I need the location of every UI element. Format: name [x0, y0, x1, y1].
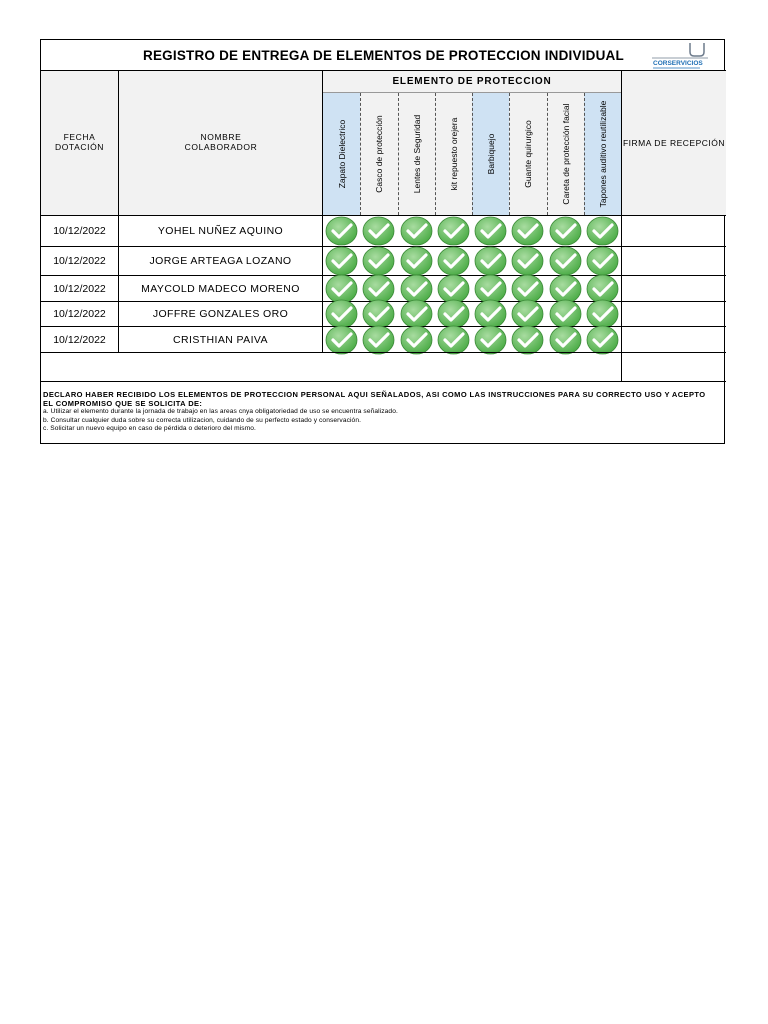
item-header [584, 93, 621, 215]
item-header [509, 93, 546, 215]
item-label: Tapones auditivo reutilizable [597, 100, 608, 208]
item-label: Guante quirurgico [523, 120, 534, 188]
delivery-register-sheet [40, 39, 725, 444]
declaration-line-2: EL COMPROMISO QUE SE SOLICITA DE: [43, 398, 203, 408]
check-icon [511, 246, 544, 276]
item-label: Careta de protección facial [560, 103, 571, 205]
check-icon [474, 246, 507, 276]
grid-line [118, 71, 119, 352]
nombre-header: NOMBRE COLABORADOR [184, 132, 258, 152]
grid-line [41, 215, 726, 216]
check-icon [437, 246, 470, 276]
item-header [435, 93, 472, 215]
grid-line [41, 352, 726, 353]
row-fecha: 10/12/2022 [53, 333, 106, 346]
table-row [41, 246, 726, 275]
item-header [323, 93, 360, 215]
check-icon [325, 325, 358, 355]
check-icon [474, 325, 507, 355]
grid-line [621, 71, 622, 381]
row-nombre: JOFFRE GONZALES ORO [152, 307, 289, 320]
check-icon [474, 216, 507, 246]
item-label: Lentes de Seguridad [411, 114, 422, 194]
check-icon [400, 216, 433, 246]
check-icon [325, 246, 358, 276]
row-fecha: 10/12/2022 [53, 307, 106, 320]
item-header [547, 93, 584, 215]
item-label: Casco de protección [374, 115, 385, 193]
table-row [41, 276, 726, 301]
company-logo [650, 42, 710, 70]
check-icon [586, 246, 619, 276]
check-icon [549, 325, 582, 355]
declaration-item-c: c. Solicitar un nuevo equipo en caso de pérdida o deterioro del mismo. [43, 425, 256, 433]
check-icon [362, 325, 395, 355]
item-label: Zapato Dielectrico [336, 119, 347, 189]
row-nombre: MAYCOLD MADECO MORENO [141, 282, 300, 295]
row-fecha: 10/12/2022 [53, 282, 106, 295]
grid-line [322, 71, 323, 352]
elemento-header: ELEMENTO DE PROTECCION [323, 71, 621, 93]
check-icon [586, 216, 619, 246]
declaration-line-1: DECLARO HABER RECIBIDO LOS ELEMENTOS DE PROTECCION PERSONAL AQUI SEÑALADOS, ASI COMO LAS INSTRUCCIONES PARA SU CORRECTO USO Y ACEPTO [43, 390, 706, 399]
item-label: kit repuesto orejera [448, 117, 459, 191]
table-row [41, 327, 726, 352]
fecha-header: FECHA DOTACIÓN [54, 132, 105, 152]
declaration-text [43, 391, 723, 434]
check-icon [511, 216, 544, 246]
firma-header: FIRMA DE RECEPCIÓN [622, 71, 726, 215]
check-icon [586, 325, 619, 355]
grid-line [41, 381, 726, 382]
row-nombre: YOHEL NUÑEZ AQUINO [157, 225, 284, 237]
check-icon [400, 325, 433, 355]
check-icon [362, 246, 395, 276]
check-icon [437, 325, 470, 355]
check-icon [549, 216, 582, 246]
table-row [41, 216, 726, 246]
item-header [360, 93, 397, 215]
check-icon [325, 216, 358, 246]
item-label: Barbiquejo [486, 133, 497, 175]
row-nombre: JORGE ARTEAGA LOZANO [149, 254, 292, 267]
check-icon [362, 216, 395, 246]
item-header [472, 93, 509, 215]
check-icon [549, 246, 582, 276]
logo-text: CORSERVICIOS [653, 60, 703, 67]
row-nombre: CRISTHIAN PAIVA [173, 333, 268, 346]
declaration-item-a: a. Utilizar el elemento durante la jornada de trabajo en las areas cnya obligatoriedad de uso se encuentra señalizado. [43, 408, 398, 416]
row-fecha: 10/12/2022 [53, 225, 106, 237]
declaration-item-b: b. Consultar cualquier duda sobre su correcta utilizacion, cuidando de su perfecto estado y conservación. [43, 416, 362, 424]
item-header [398, 93, 435, 215]
check-icon [511, 325, 544, 355]
document-title: REGISTRO DE ENTREGA DE ELEMENTOS DE PROTECCION INDIVIDUAL [41, 40, 726, 71]
row-fecha: 10/12/2022 [53, 254, 106, 267]
check-icon [400, 246, 433, 276]
table-row [41, 301, 726, 326]
check-icon [437, 216, 470, 246]
